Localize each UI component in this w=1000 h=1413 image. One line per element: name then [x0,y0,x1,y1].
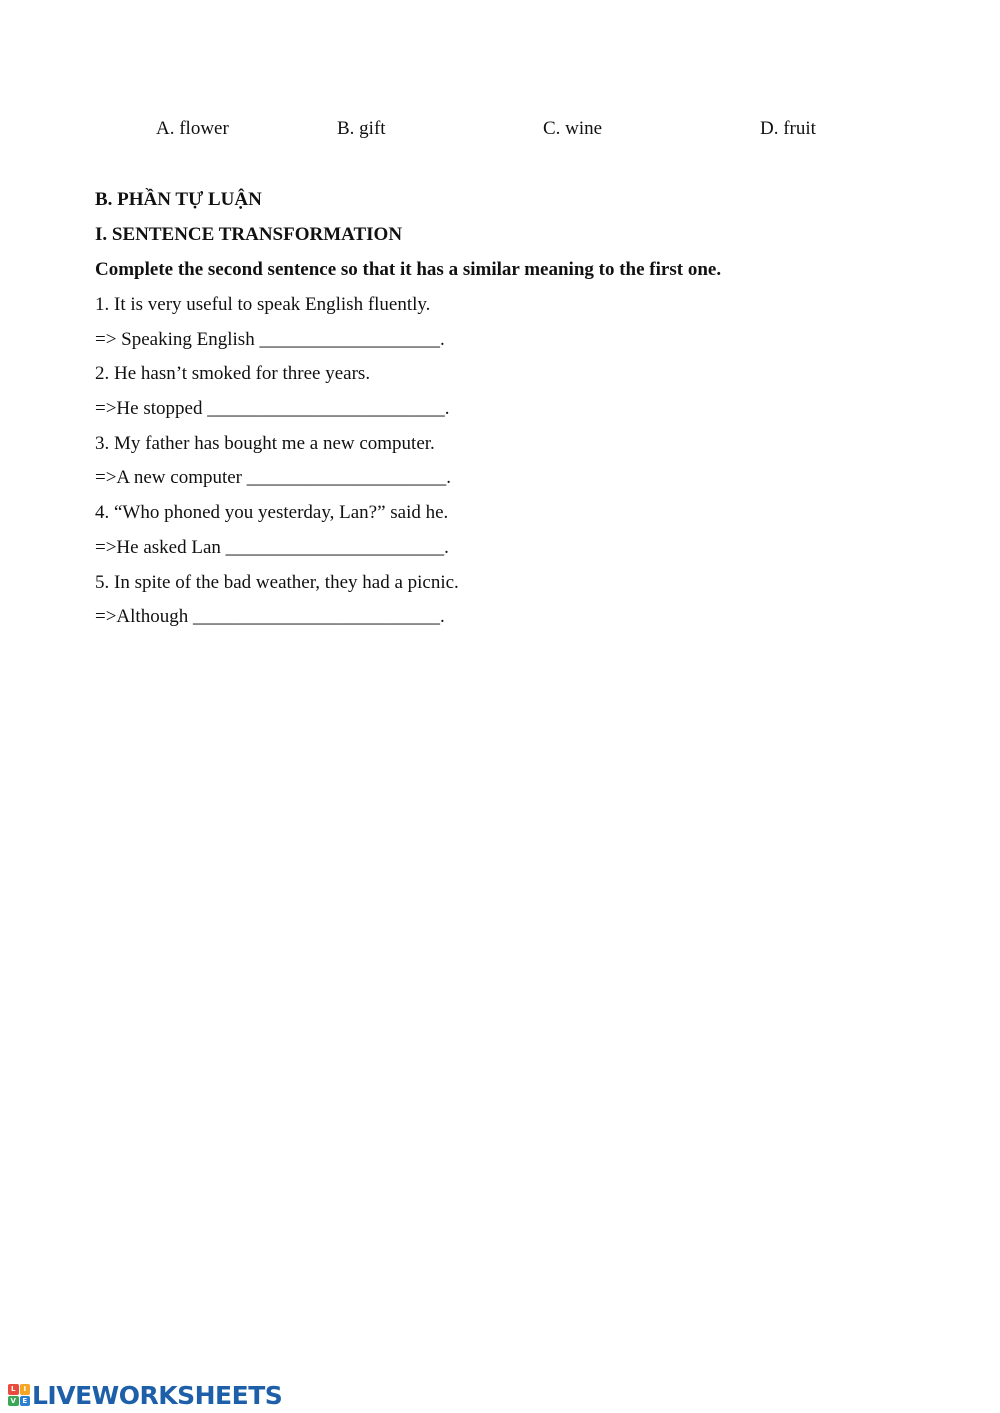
item-1-prompt: 1. It is very useful to speak English fluently. [95,294,431,315]
option-c: C. wine [543,118,603,139]
answer-options-row [0,118,1000,144]
option-a: A. flower [156,118,229,139]
item-1-answer[interactable]: => Speaking English ___________________. [95,329,445,350]
item-2-answer[interactable]: =>He stopped _________________________. [95,398,450,419]
instruction-text: Complete the second sentence so that it has a similar meaning to the first one. [95,259,722,280]
section-heading: B. PHẦN TỰ LUẬN [95,189,262,210]
item-2-prompt: 2. He hasn’t smoked for three years. [95,363,371,384]
logo-mark-letter: V [8,1396,19,1407]
section-subheading: I. SENTENCE TRANSFORMATION [95,224,403,245]
item-3-prompt: 3. My father has bought me a new computer. [95,433,435,454]
option-b: B. gift [337,118,386,139]
item-5-answer[interactable]: =>Although __________________________. [95,606,445,627]
logo-text: LIVEWORKSHEETS [32,1380,283,1410]
logo-mark-letter: I [20,1384,31,1395]
item-5-prompt: 5. In spite of the bad weather, they had a picnic. [95,572,459,593]
logo-mark-icon [8,1384,30,1406]
option-d: D. fruit [760,118,816,139]
logo-mark-letter: L [8,1384,19,1395]
item-4-answer[interactable]: =>He asked Lan _______________________. [95,537,449,558]
item-3-answer[interactable]: =>A new computer _____________________. [95,467,452,488]
item-4-prompt: 4. “Who phoned you yesterday, Lan?” said he. [95,502,449,523]
liveworksheets-logo[interactable] [8,1381,282,1409]
logo-mark-letter: E [20,1396,31,1407]
